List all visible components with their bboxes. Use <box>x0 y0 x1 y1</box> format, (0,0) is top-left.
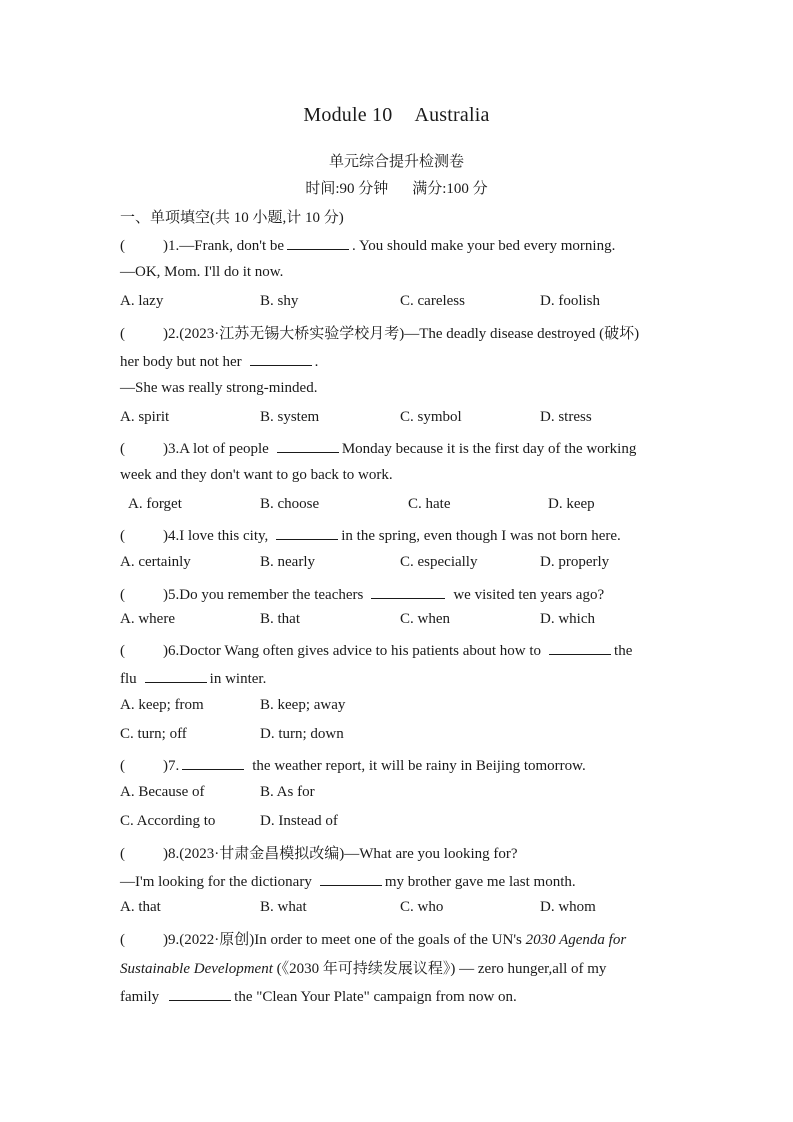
option-b[interactable]: B. choose <box>260 496 320 512</box>
answer-paren[interactable]: ( ) <box>120 932 168 948</box>
option-a[interactable]: A. that <box>120 899 161 915</box>
question-8 <box>120 842 518 863</box>
answer-paren[interactable]: ( ) <box>120 587 168 603</box>
option-b[interactable]: B. keep; away <box>260 697 346 713</box>
option-d[interactable]: D. which <box>540 611 595 627</box>
question-6-cont: flu in winter. <box>120 668 266 688</box>
option-b[interactable]: B. nearly <box>260 554 315 570</box>
full-score: 满分:100 分 <box>412 181 488 197</box>
option-c[interactable]: C. especially <box>400 554 478 570</box>
question-text: the weather report, it will be rainy in Beijing tomorrow. <box>252 758 586 774</box>
question-text: her body but not her <box>120 354 242 370</box>
answer-paren[interactable]: ( ) <box>120 758 168 774</box>
page-subtitle: 单元综合提升检测卷 <box>328 154 464 170</box>
option-b[interactable]: B. that <box>260 611 300 627</box>
option-c[interactable]: C. According to <box>120 813 216 829</box>
question-text: 5.Do you remember the teachers <box>168 587 364 603</box>
question-text: 8.(2023·甘肃金昌模拟改编)—What are you looking for? <box>168 846 518 862</box>
option-c[interactable]: C. symbol <box>400 409 462 425</box>
question-1-reply: —OK, Mom. I'll do it now. <box>120 264 284 280</box>
option-d[interactable]: D. turn; down <box>260 726 344 742</box>
agenda-title: 2030 Agenda for <box>525 932 627 948</box>
question-9 <box>120 928 626 949</box>
question-text: Monday because it is the first day of the working <box>341 441 637 457</box>
question-text: 2.(2023·江苏无锡大桥实验学校月考)—The deadly disease destroyed (破坏) <box>168 326 640 342</box>
answer-paren[interactable]: ( ) <box>120 441 168 457</box>
option-b[interactable]: B. As for <box>260 784 315 800</box>
option-a[interactable]: A. where <box>120 611 175 627</box>
answer-blank[interactable] <box>250 351 312 366</box>
answer-blank[interactable] <box>169 986 231 1001</box>
question-text: 4.I love this city, <box>168 528 269 544</box>
question-text: 3.A lot of people <box>168 441 269 457</box>
question-9-cont-2: family the "Clean Your Plate" campaign from now on. <box>120 986 517 1006</box>
answer-blank[interactable] <box>277 438 339 453</box>
option-b[interactable]: B. shy <box>260 293 299 309</box>
option-b[interactable]: B. what <box>260 899 307 915</box>
answer-blank[interactable] <box>320 871 382 886</box>
answer-blank[interactable] <box>276 525 338 540</box>
option-d[interactable]: D. keep <box>548 496 595 512</box>
question-text: 6.Doctor Wang often gives advice to his patients about how to <box>168 643 542 659</box>
question-8-reply: —I'm looking for the dictionary my brother gave me last month. <box>120 871 576 891</box>
answer-blank[interactable] <box>145 668 207 683</box>
answer-paren[interactable]: ( ) <box>120 326 168 342</box>
question-3 <box>120 438 636 458</box>
answer-paren[interactable]: ( ) <box>120 643 168 659</box>
question-7: ( )7. the weather report, it will be rainy in Beijing tomorrow. <box>120 755 586 775</box>
question-text: . You should make your bed every morning. <box>352 238 616 254</box>
option-a[interactable]: A. lazy <box>120 293 164 309</box>
agenda-title-cont: Sustainable Development <box>120 961 273 977</box>
option-d[interactable]: D. properly <box>540 554 610 570</box>
question-2-cont: her body but not her . <box>120 351 318 371</box>
question-text: 9.(2022·原创)In order to meet one of the goals of the UN's <box>168 932 526 948</box>
question-2-reply: —She was really strong-minded. <box>120 380 318 396</box>
answer-blank[interactable] <box>287 235 349 250</box>
answer-blank[interactable] <box>182 755 244 770</box>
question-2 <box>120 322 639 343</box>
question-1 <box>120 235 615 255</box>
option-a[interactable]: A. Because of <box>120 784 205 800</box>
time-limit: 时间:90 分钟 <box>305 181 389 197</box>
answer-paren[interactable]: ( ) <box>120 528 168 544</box>
option-a[interactable]: A. forget <box>128 496 182 512</box>
option-d[interactable]: D. Instead of <box>260 813 338 829</box>
option-d[interactable]: D. stress <box>540 409 592 425</box>
option-c[interactable]: C. turn; off <box>120 726 187 742</box>
option-a[interactable]: A. spirit <box>120 409 170 425</box>
option-d[interactable]: D. whom <box>540 899 596 915</box>
option-a[interactable]: A. certainly <box>120 554 191 570</box>
question-text: we visited ten years ago? <box>453 587 605 603</box>
option-b[interactable]: B. system <box>260 409 320 425</box>
option-c[interactable]: C. hate <box>408 496 451 512</box>
time-score-line <box>0 177 793 198</box>
answer-blank[interactable] <box>549 640 611 655</box>
page-title <box>0 104 793 127</box>
question-text: in the spring, even though I was not born here. <box>341 528 621 544</box>
question-5 <box>120 584 604 604</box>
question-9-cont: Sustainable Development (《2030 年可持续发展议程》) — zero hunger,all of my <box>120 961 607 977</box>
module-label: Module 10 <box>303 104 393 126</box>
question-4 <box>120 525 621 545</box>
option-c[interactable]: C. when <box>400 611 450 627</box>
question-3-cont: week and they don't want to go back to work. <box>120 467 393 483</box>
unit-title: Australia <box>414 104 490 126</box>
answer-blank[interactable] <box>371 584 445 599</box>
option-c[interactable]: C. who <box>400 899 444 915</box>
answer-paren[interactable]: ( ) <box>120 846 168 862</box>
option-a[interactable]: A. keep; from <box>120 697 204 713</box>
option-d[interactable]: D. foolish <box>540 293 600 309</box>
question-6: ( )6.Doctor Wang often gives advice to his patients about how to the <box>120 640 632 660</box>
section-heading: 一、单项填空(共 10 小题,计 10 分) <box>120 210 344 226</box>
question-text: 1.—Frank, don't be <box>168 238 285 254</box>
answer-paren[interactable]: ( ) <box>120 238 168 254</box>
option-c[interactable]: C. careless <box>400 293 465 309</box>
